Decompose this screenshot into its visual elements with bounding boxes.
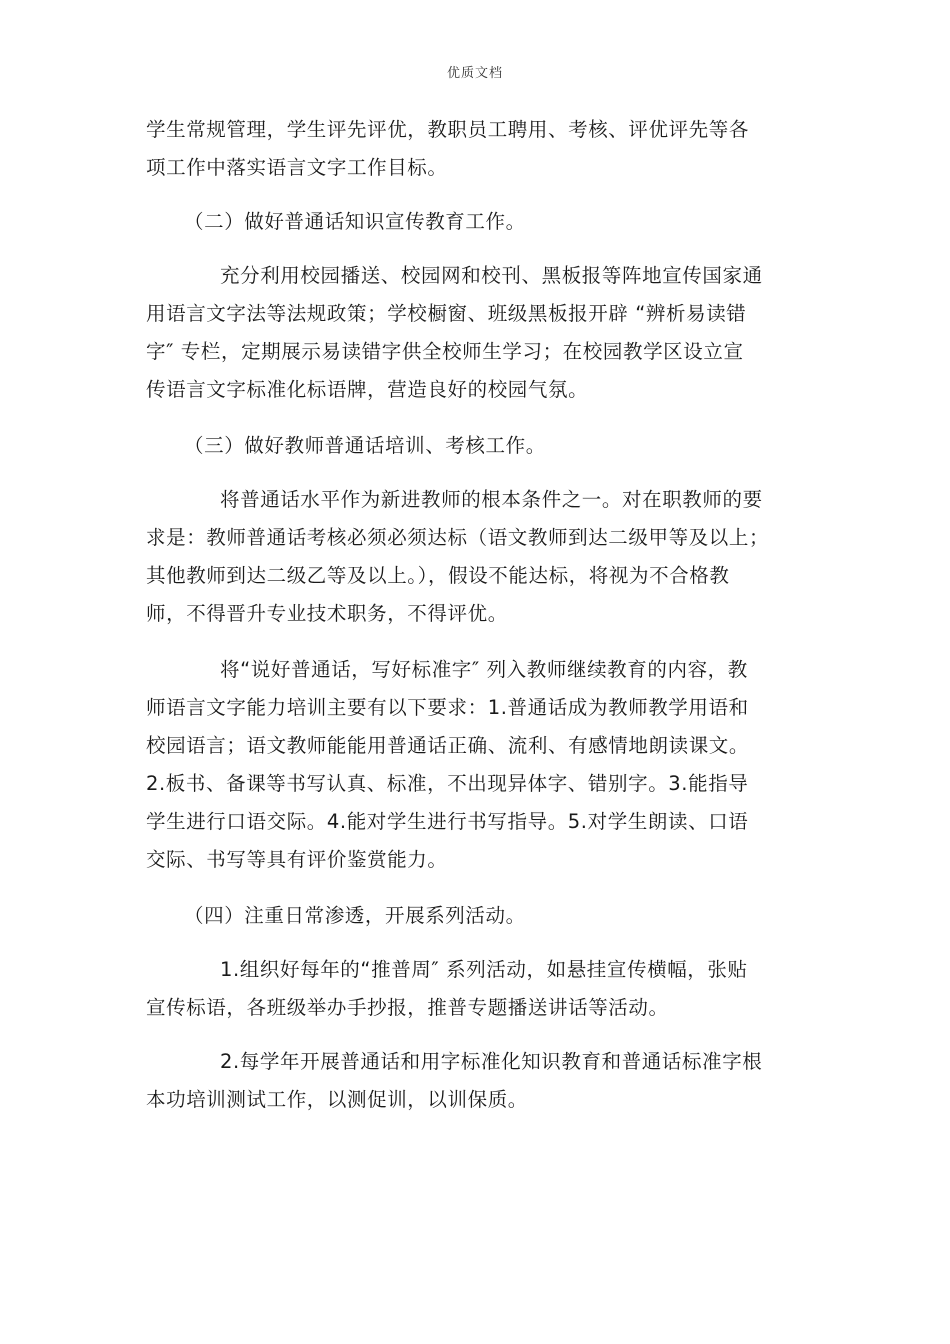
page-header: 优质文档 (446, 66, 503, 81)
paragraph-line: 交际、书写等具有评价鉴赏能力。 (146, 848, 448, 871)
paragraph-line: 师，不得晋升专业技术职务，不得评优。 (146, 602, 508, 625)
section-heading: （三）做好教师普通话培训、考核工作。 (184, 434, 546, 457)
paragraph-line: 将普通话水平作为新进教师的根本条件之一。对在职教师的要 (220, 488, 763, 511)
paragraph-line: 学生进行口语交际。4.能对学生进行书写指导。5.对学生朗读、口语 (146, 810, 749, 833)
paragraph-line: 宣传标语，各班级举办手抄报，推普专题播送讲话等活动。 (146, 996, 669, 1019)
paragraph-line: 师语言文字能力培训主要有以下要求：1.普通话成为教师教学用语和 (146, 696, 749, 719)
paragraph-line: 校园语言；语文教师能能用普通话正确、流利、有感情地朗读课文。 (146, 734, 750, 757)
paragraph-line: 字″ 专栏，定期展示易读错字供全校师生学习；在校园教学区设立宣 (146, 340, 744, 363)
paragraph-line: 本功培训测试工作，以测促训，以训保质。 (146, 1088, 528, 1111)
paragraph-line: 2.板书、备课等书写认真、标准，不出现异体字、错别字。3.能指导 (146, 772, 749, 795)
paragraph-line: 其他教师到达二级乙等及以上。），假设不能达标，将视为不合格教 (146, 564, 730, 587)
paragraph-line: 将“说好普通话，写好标准字″ 列入教师继续教育的内容，教 (220, 658, 748, 681)
paragraph-line: 项工作中落实语言文字工作目标。 (146, 156, 448, 179)
paragraph-line: 2.每学年开展普通话和用字标准化知识教育和普通话标准字根 (220, 1050, 763, 1073)
paragraph-line: 学生常规管理，学生评先评优，教职员工聘用、考核、评优评先等各 (146, 118, 750, 141)
paragraph-line: 用语言文字法等法规政策；学校橱窗、班级黑板报开辟 “辨析易读错 (146, 302, 747, 325)
section-heading: （四）注重日常渗透，开展系列活动。 (184, 904, 526, 927)
paragraph-line: 传语言文字标准化标语牌，营造良好的校园气氛。 (146, 378, 589, 401)
paragraph-line: 充分利用校园播送、校园网和校刊、黑板报等阵地宣传国家通 (220, 264, 763, 287)
paragraph-line: 求是：教师普通话考核必须必须达标（语文教师到达二级甲等及以上； (146, 526, 770, 549)
section-heading: （二）做好普通话知识宣传教育工作。 (184, 210, 526, 233)
paragraph-line: 1.组织好每年的“推普周″ 系列活动，如悬挂宣传横幅，张贴 (220, 958, 748, 981)
